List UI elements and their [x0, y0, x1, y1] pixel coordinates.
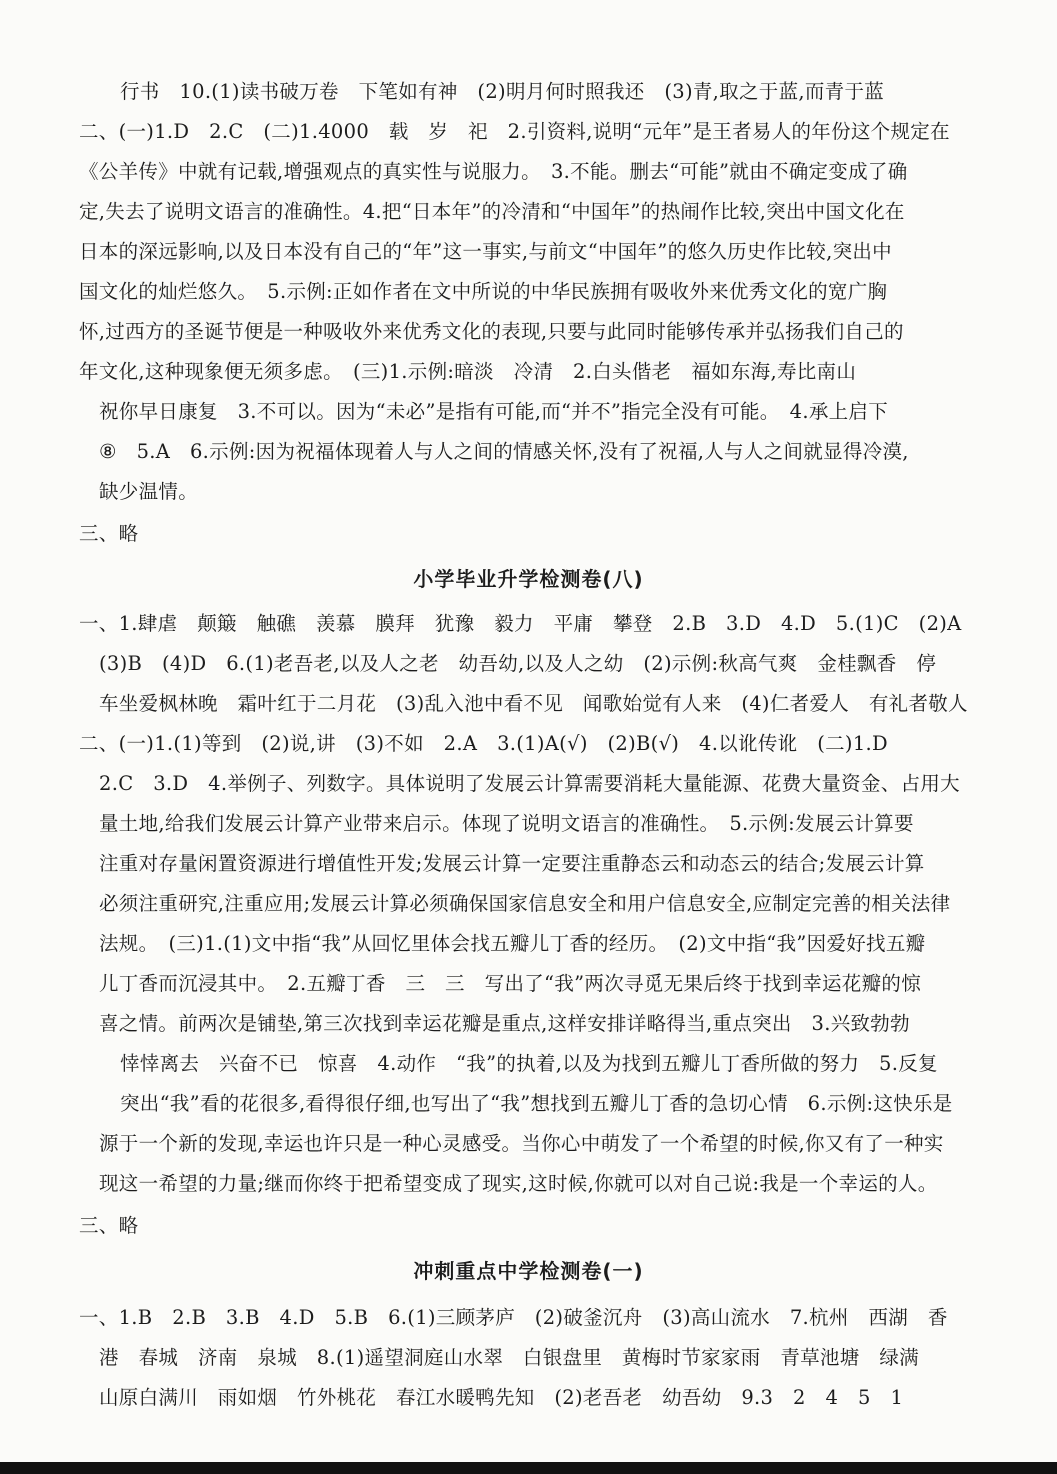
- answer-line: 注重对存量闲置资源进行增值性开发;发展云计算一定要注重静态云和动态云的结合;发展云计算: [99, 852, 925, 875]
- answer-line: 定,失去了说明文语言的准确性。4.把“日本年”的冷清和“中国年”的热闹作比较,突出中国文化在: [79, 200, 905, 223]
- answer-line: ⑧ 5.A 6.示例:因为祝福体现着人与人之间的情感关怀,没有了祝福,人与人之间就显得冷漠,: [99, 440, 909, 463]
- answer-line: 2.C 3.D 4.举例子、列数字。具体说明了发展云计算需要消耗大量能源、花费大量资金、占用大: [99, 772, 960, 795]
- answer-line: 港 春城 济南 泉城 8.(1)遥望洞庭山水翠 白银盘里 黄梅时节家家雨 青草池塘 绿满: [99, 1346, 919, 1369]
- answer-line: 山原白满川 雨如烟 竹外桃花 春江水暖鸭先知 (2)老吾老 幼吾幼 9.3 2 4 5 1: [99, 1386, 904, 1409]
- answer-line: 源于一个新的发现,幸运也许只是一种心灵感受。当你心中萌发了一个希望的时候,你又有了一种实: [99, 1132, 944, 1155]
- answer-line: 二、(一)1.D 2.C (二)1.4000 载 岁 祀 2.引资料,说明“元年”是王者易人的年份这个规定在: [79, 120, 950, 143]
- answer-line: 量土地,给我们发展云计算产业带来启示。体现了说明文语言的准确性。 5.示例:发展云计算要: [99, 812, 914, 835]
- section-title-sprint-1: 冲刺重点中学检测卷(一): [413, 1259, 644, 1283]
- answer-line: 必须注重研究,注重应用;发展云计算必须确保国家信息安全和用户信息安全,应制定完善的相关法律: [99, 892, 951, 915]
- section-title-graduation-8: 小学毕业升学检测卷(八): [413, 567, 644, 591]
- answer-line: 悻悻离去 兴奋不已 惊喜 4.动作 “我”的执着,以及为找到五瓣儿丁香所做的努力 5.反复: [120, 1052, 938, 1075]
- answer-line: 一、1.B 2.B 3.B 4.D 5.B 6.(1)三顾茅庐 (2)破釜沉舟 (3)高山流水 7.杭州 西湖 香: [79, 1306, 948, 1329]
- answer-line: 车坐爱枫林晚 霜叶红于二月花 (3)乱入池中看不见 闻歌始觉有人来 (4)仁者爱人 有礼者敬人: [99, 692, 968, 715]
- answer-line: 突出“我”看的花很多,看得很仔细,也写出了“我”想找到五瓣儿丁香的急切心情 6.示例:这快乐是: [120, 1092, 953, 1115]
- section-heading-skip: 三、略: [79, 1214, 139, 1237]
- answer-line: 国文化的灿烂悠久。 5.示例:正如作者在文中所说的中华民族拥有吸收外来优秀文化的宽广胸: [79, 280, 888, 303]
- answer-line: (3)B (4)D 6.(1)老吾老,以及人之老 幼吾幼,以及人之幼 (2)示例:秋高气爽 金桂飘香 停: [99, 652, 937, 675]
- answer-line: 法规。 (三)1.(1)文中指“我”从回忆里体会找五瓣儿丁香的经历。 (2)文中指“我”因爱好找五瓣: [99, 932, 926, 955]
- answer-line: 儿丁香而沉浸其中。 2.五瓣丁香 三 三 写出了“我”两次寻觅无果后终于找到幸运花瓣的惊: [99, 972, 921, 995]
- answer-line: 《公羊传》中就有记载,增强观点的真实性与说服力。 3.不能。删去“可能”就由不确定变成了确: [79, 160, 908, 183]
- answer-line: 日本的深远影响,以及日本没有自己的“年”这一事实,与前文“中国年”的悠久历史作比较,突出中: [79, 240, 892, 263]
- answer-line: 年文化,这种现象便无须多虑。 (三)1.示例:暗淡 冷清 2.白头偕老 福如东海,寿比南山: [79, 360, 857, 383]
- answer-line: 缺少温情。: [99, 480, 199, 503]
- answer-line: 喜之情。前两次是铺垫,第三次找到幸运花瓣是重点,这样安排详略得当,重点突出 3.兴致勃勃: [99, 1012, 910, 1035]
- answer-line: 二、(一)1.(1)等到 (2)说,讲 (3)不如 2.A 3.(1)A(√) (2)B(√) 4.以讹传讹 (二)1.D: [79, 732, 888, 755]
- answer-line: 祝你早日康复 3.不可以。因为“未必”是指有可能,而“并不”指完全没有可能。 4.承上启下: [99, 400, 889, 423]
- section-heading-skip: 三、略: [79, 522, 139, 545]
- answer-line: 现这一希望的力量;继而你终于把希望变成了现实,这时候,你就可以对自己说:我是一个幸运的人。: [99, 1172, 938, 1195]
- page-bottom-edge: [0, 1462, 1057, 1474]
- answer-line: 行书 10.(1)读书破万卷 下笔如有神 (2)明月何时照我还 (3)青,取之于蓝,而青于蓝: [120, 80, 885, 103]
- answer-line: 一、1.肆虐 颠簸 触礁 羡慕 膜拜 犹豫 毅力 平庸 攀登 2.B 3.D 4.D 5.(1)C (2)A: [79, 612, 962, 635]
- answer-line: 怀,过西方的圣诞节便是一种吸收外来优秀文化的表现,只要与此同时能够传承并弘扬我们自己的: [79, 320, 904, 343]
